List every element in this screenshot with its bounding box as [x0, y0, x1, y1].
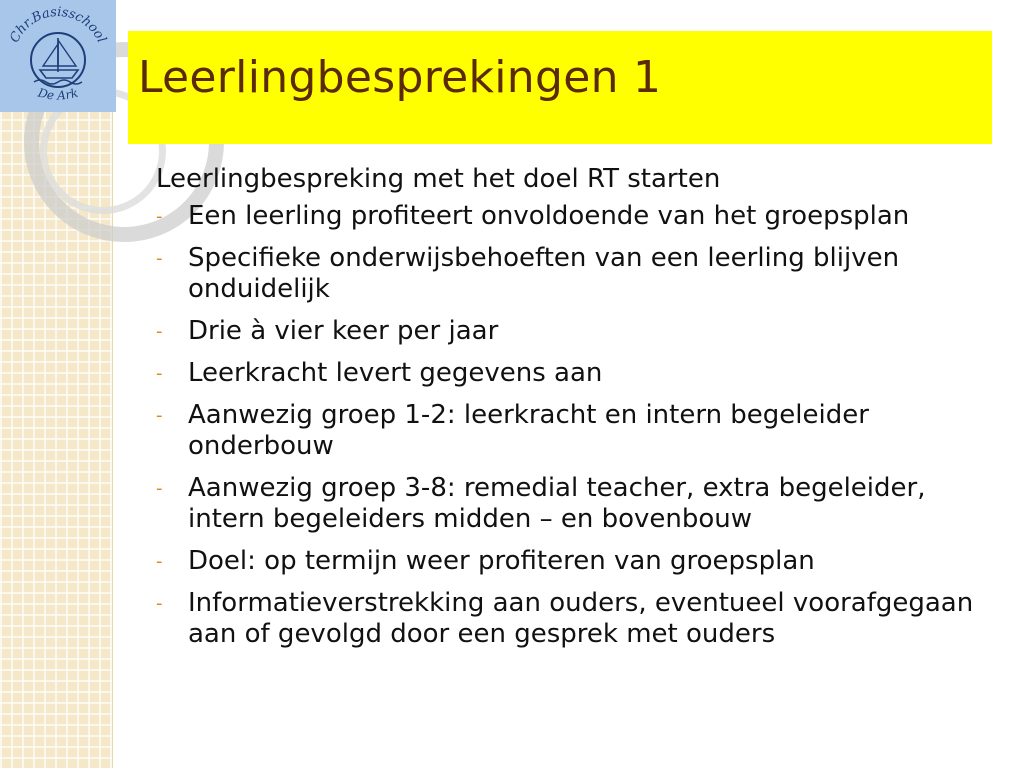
- list-item-text: Specifieke onderwijsbehoeften van een leerling blijven onduidelijk: [188, 243, 900, 304]
- list-item-text: Aanwezig groep 3-8: remedial teacher, extra begeleider, intern begeleiders midden – en bovenbouw: [188, 473, 926, 534]
- school-logo: [0, 0, 116, 112]
- list-item: [156, 400, 996, 462]
- list-item-text: Een leerling profiteert onvoldoende van het groepsplan: [188, 201, 910, 231]
- bullet-marker: -: [156, 363, 163, 384]
- list-item: [156, 358, 996, 389]
- intro-text: Leerlingbespreking met het doel RT starten: [156, 164, 721, 194]
- bullet-marker: -: [156, 593, 163, 614]
- bullet-marker: -: [156, 478, 163, 499]
- logo-seal: [0, 0, 116, 112]
- list-item: [156, 243, 996, 305]
- svg-text:De Ark: De Ark: [36, 85, 80, 103]
- side-decoration-panel: [0, 0, 113, 768]
- list-item: [156, 316, 996, 347]
- bullet-marker: -: [156, 321, 163, 342]
- bullet-marker: -: [156, 248, 163, 269]
- list-item-text: Leerkracht levert gegevens aan: [188, 358, 603, 388]
- svg-text:Chr.Basisschool: Chr.Basisschool: [7, 4, 109, 46]
- bullet-list: [156, 201, 996, 650]
- list-item-text: Drie à vier keer per jaar: [188, 316, 499, 346]
- bullet-marker: -: [156, 405, 163, 426]
- list-item: [156, 201, 996, 232]
- list-item-text: Aanwezig groep 1-2: leerkracht en intern begeleider onderbouw: [188, 400, 869, 461]
- list-item: [156, 546, 996, 577]
- bullet-marker: -: [156, 551, 163, 572]
- slide-title: Leerlingbesprekingen 1: [138, 52, 662, 103]
- list-item: [156, 473, 996, 535]
- list-item-text: Informatieverstrekking aan ouders, eventueel voorafgegaan aan of gevolgd door een gesprek met ouders: [188, 588, 974, 649]
- slide-content: [156, 164, 996, 661]
- bullet-marker: -: [156, 206, 163, 227]
- list-item: [156, 588, 996, 650]
- list-item-text: Doel: op termijn weer profiteren van groepsplan: [188, 546, 815, 576]
- ship-icon: [34, 38, 82, 84]
